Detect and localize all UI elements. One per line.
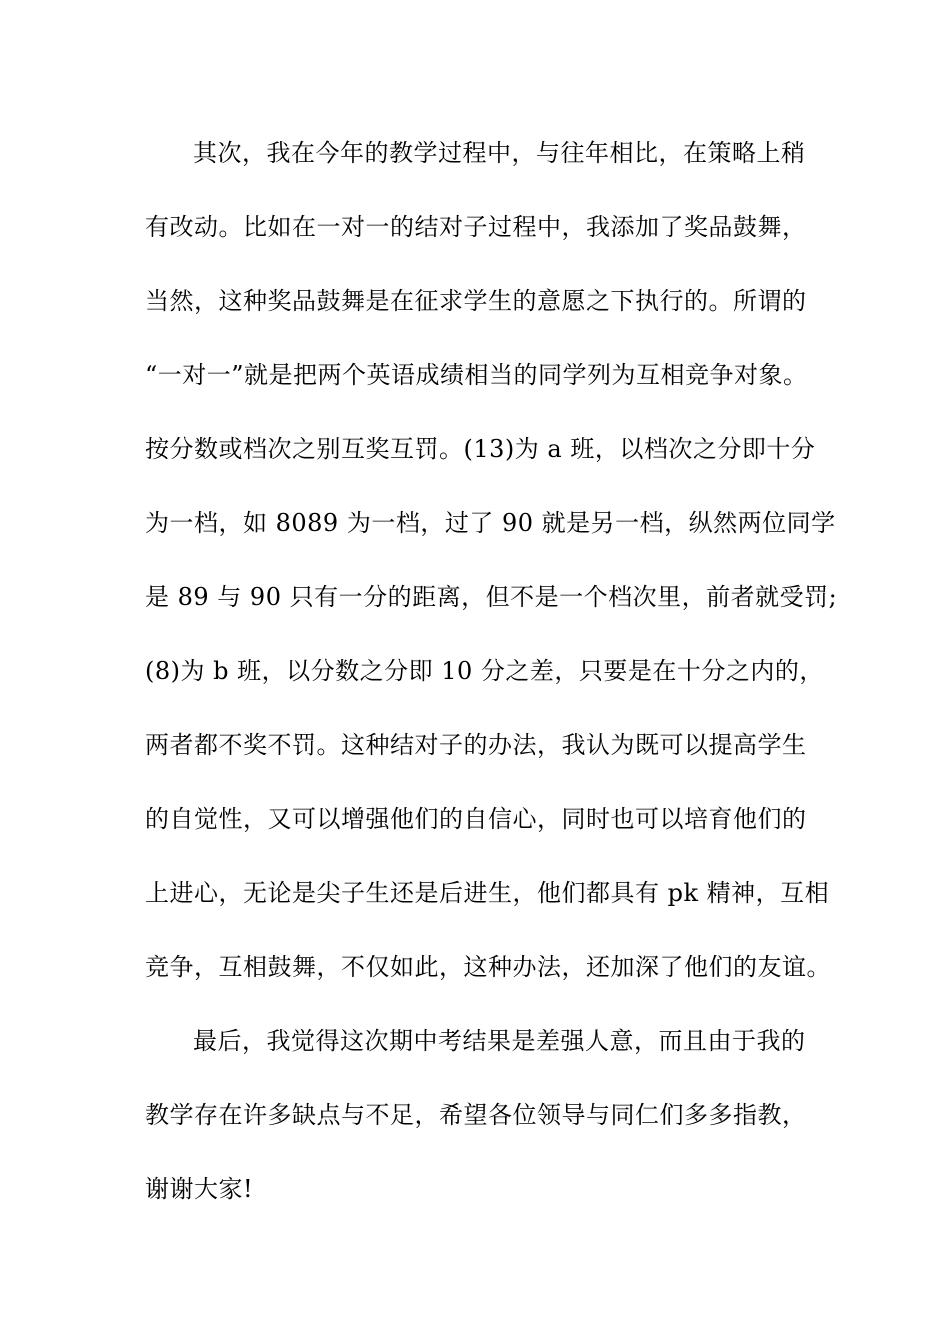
paragraph-1-line-10: 的自觉性，又可以增强他们的自信心，同时也可以培育他们的: [145, 805, 807, 833]
paragraph-2-line-1: 最后，我觉得这次期中考结果是差强人意，而且由于我的: [193, 1027, 806, 1055]
paragraph-1-line-9: 两者都不奖不罚。这种结对子的办法，我认为既可以提高学生: [145, 731, 807, 759]
paragraph-2-line-2: 教学存在许多缺点与不足，希望各位领导与同仁们多多指教，: [145, 1101, 807, 1129]
paragraph-1-line-1: 其次，我在今年的教学过程中，与往年相比，在策略上稍: [193, 139, 806, 167]
paragraph-1-line-7: 是 89 与 90 只有一分的距离，但不是一个档次里，前者就受罚;: [145, 583, 838, 611]
paragraph-1-line-8: (8)为 b 班，以分数之分即 10 分之差，只要是在十分之内的，: [145, 657, 824, 685]
paragraph-1-line-5: 按分数或档次之别互奖互罚。(13)为 a 班，以档次之分即十分: [145, 435, 816, 463]
paragraph-2-line-3: 谢谢大家!: [145, 1175, 254, 1203]
paragraph-1-line-4: “一对一”就是把两个英语成绩相当的同学列为互相竞争对象。: [145, 361, 808, 389]
paragraph-1-line-6: 为一档，如 8089 为一档，过了 90 就是另一档，纵然两位同学: [145, 509, 836, 537]
paragraph-1-line-3: 当然，这种奖品鼓舞是在征求学生的意愿之下执行的。所谓的: [145, 287, 807, 315]
paragraph-1-line-11: 上进心，无论是尖子生还是后进生，他们都具有 pk 精神，互相: [145, 879, 830, 907]
paragraph-1-line-2: 有改动。比如在一对一的结对子过程中，我添加了奖品鼓舞，: [145, 213, 807, 241]
document-body: [145, 132, 838, 1242]
paragraph-1-line-12: 竞争，互相鼓舞，不仅如此，这种办法，还加深了他们的友谊。: [145, 953, 831, 981]
